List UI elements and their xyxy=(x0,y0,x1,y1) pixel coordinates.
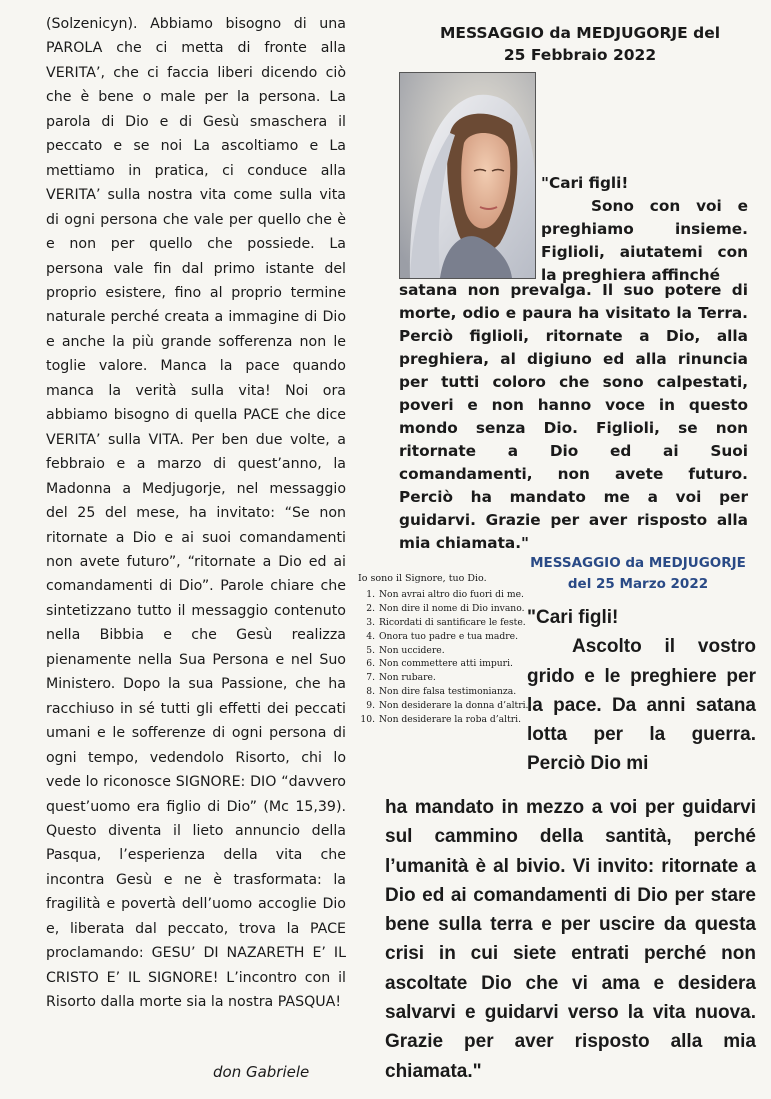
commandments-list xyxy=(358,572,529,727)
commandment-number: 7. xyxy=(366,672,375,684)
mar-message-body xyxy=(385,793,756,1086)
commandment-item xyxy=(358,713,520,727)
commandments-heading: Io sono il Signore, tuo Dio. xyxy=(358,573,487,584)
mar-side-paragraph: Ascolto il vostro grido e le preghiere per la pace. Da anni satana lotta per la guerra. Perciò Dio mi xyxy=(527,636,756,775)
commandment-item xyxy=(358,588,524,602)
commandment-item xyxy=(358,699,529,713)
mar-title-line2: del 25 Marzo 2022 xyxy=(567,576,709,592)
commandment-text: Non rubare. xyxy=(379,672,436,684)
commandment-number: 8. xyxy=(366,686,375,698)
feb-message-title xyxy=(400,22,760,66)
article-text: (Solzenicyn). Abbiamo bisogno di una PAROLA che ci metta di fronte alla VERITA’, che ci faccia liberi dicendo ciò che è bene o male per la persona. La parola di Dio e di Gesù smaschera il peccato e se noi La ascoltiamo e La mettiamo in pratica, ci conduce alla VERITA’ sulla nostra vita come sulla vita di ogni persona che vale per quello che è e non per quello che possiede. La persona vale fin dal primo istante del proprio esistere, fino al proprio termine naturale perché creata a immagine di Dio e anche la più grande sofferenza non le toglie valore. Manca la pace quando manca la verità sulla vita! Noi ora abbiamo bisogno di quella PACE che dice VERITA’ sulla VITA. Per ben due volte, a febbraio e a marzo di quest’anno, la Madonna a Medjugorje, nel messaggio del 25 del mese, ha invitato: “Se non ritornate a Dio e ai suoi comandamenti non avete futuro”, “ritornate a Dio ed ai comandamenti di Dio”. Parole chiare che sintetizzano tutto il messaggio contenuto nella Bibbia e che Gesù realizza pienamente nella Sua Persona e nel Suo Ministero. Dopo la sua Passione, che ha racchiuso in sé tutti gli effetti dei peccati umani e le sofferenze di ogni persona di ogni tempo, vedendolo Risorto, chi lo vede lo riconosce SIGNORE: DIO “davvero quest’uomo era figlio di Dio” (Mc 15,39). Questo diventa il lieto annuncio della Pasqua, l’esperienza della vita che incontra Gesù e ne è trasformata: la fragilità e povertà dell’uomo accoglie Dio e, liberata dal peccato, trova la PACE proclamando: GESU’ DI NAZARETH E’ IL CRISTO E’ IL SIGNORE! L’incontro con il Risorto dalla morte sia la nostra PASQUA! xyxy=(46,16,346,1011)
commandment-number: 9. xyxy=(366,700,375,712)
mar-side-text xyxy=(527,603,756,779)
feb-side-paragraph: Sono con voi e preghiamo insieme. Figlioli, aiutatemi con la preghiera affinché xyxy=(541,197,748,284)
commandment-item xyxy=(358,657,520,671)
feb-body-paragraph: satana non prevalga. Il suo potere di morte, odio e paura ha visitato la Terra. Perciò figlioli, ritornate a Dio, alla preghiera, al digiuno ed alla rinuncia per tutti coloro che sono calpestati, poveri e non hanno voce in questo mondo senza Dio. Figlioli, se non ritornate a Dio ed ai Suoi comandamenti, non avete futuro. Perciò ha mandato me a voi per guidarvi. Grazie per aver risposto alla mia chiamata." xyxy=(399,281,748,552)
commandment-item xyxy=(358,616,526,630)
commandment-text: Non desiderare la donna d’altri. xyxy=(379,700,529,712)
article-column xyxy=(46,12,346,1015)
madonna-image xyxy=(399,72,536,279)
commandment-item xyxy=(358,644,520,658)
commandment-number: 3. xyxy=(366,616,375,628)
feb-side-text xyxy=(541,195,748,287)
commandment-item xyxy=(358,685,520,699)
mar-greeting-text: "Cari figli! xyxy=(527,607,619,628)
commandment-text: Non desiderare la roba d’altri. xyxy=(379,714,522,726)
feb-greeting xyxy=(541,172,748,195)
feb-greeting-text: "Cari figli! xyxy=(541,174,629,192)
commandment-number: 5. xyxy=(366,644,375,656)
commandment-number: 10. xyxy=(360,714,375,726)
commandment-item xyxy=(358,602,525,616)
commandment-number: 6. xyxy=(366,658,375,670)
commandment-text: Non dire il nome di Dio invano. xyxy=(379,602,525,614)
commandment-text: Non dire falsa testimonianza. xyxy=(379,686,517,698)
feb-title-line1: MESSAGGIO da MEDJUGORJE del xyxy=(439,24,721,42)
commandment-text: Onora tuo padre e tua madre. xyxy=(379,630,519,642)
commandment-item xyxy=(358,630,520,644)
commandment-number: 4. xyxy=(366,630,375,642)
mar-message-title xyxy=(528,553,748,595)
commandment-text: Non uccidere. xyxy=(379,644,445,656)
commandment-text: Non commettere atti impuri. xyxy=(379,658,513,670)
commandment-text: Non avrai altro dio fuori di me. xyxy=(379,588,524,600)
commandment-text: Ricordati di santificare le feste. xyxy=(379,616,526,628)
signature: don Gabriele xyxy=(213,1063,310,1081)
commandment-number: 1. xyxy=(366,588,375,600)
feb-message-body xyxy=(399,279,748,555)
mar-title-line1: MESSAGGIO da MEDJUGORJE xyxy=(530,555,746,571)
mar-body-paragraph: ha mandato in mezzo a voi per guidarvi sul cammino della santità, perché l’umanità è al bivio. Vi invito: ritornate a Dio ed ai comandamenti di Dio per stare bene sulla terra e per uscire da questa crisi in cui siete entrati perché non ascoltate Dio che vi ama e desidera salvarvi e guidarvi verso la vita nuova. Grazie per aver risposto alla mia chiamata." xyxy=(385,797,756,1082)
feb-title-line2: 25 Febbraio 2022 xyxy=(503,46,657,64)
commandment-number: 2. xyxy=(366,602,375,614)
commandment-item xyxy=(358,671,520,685)
